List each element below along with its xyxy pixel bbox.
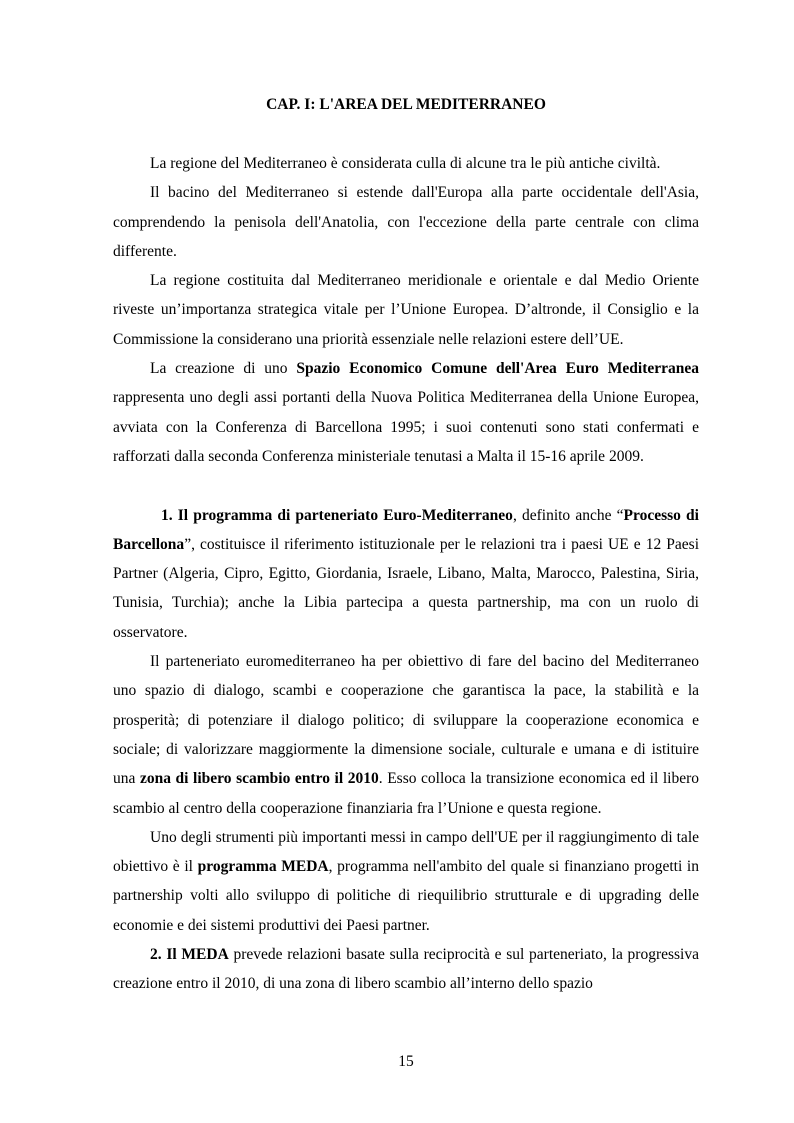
chapter-title: CAP. I: L'AREA DEL MEDITERRANEO — [266, 96, 546, 113]
paragraph-partnership-program: 1. Il programma di parteneriato Euro-Mediterraneo, definito anche “Processo di Barcellona”, costituisce il riferimento istituzionale per le relazioni tra i paesi UE e 12 Paesi Partner (Algeria, Cipro, Egitto, Giordania, Israele, Libano, Malta, Marocco, Palestina, Siria, Tunisia, Turchia); anche la Libia partecipa a questa partnership, ma con un ruolo di osservatore. — [113, 506, 699, 641]
bold-term: programma MEDA — [197, 858, 329, 876]
paragraph-partnership-objective: Il parteneriato euromediterraneo ha per obiettivo di fare del bacino del Mediterraneo uno spazio di dialogo, scambi e cooperazione che garantisca la pace, la stabilità e la prosperità; di potenziare il dialogo politico; di sviluppare la cooperazione economica e sociale; di valorizzare maggiormente la dimensione sociale, culturale e umana e di istituire una zona di libero scambio entro il 2010. Esso colloca la transizione economica ed il libero scambio al centro della cooperazione finanziaria fra l’Unione e questa regione. — [113, 653, 700, 817]
bold-term: zona di libero scambio entro il 2010 — [139, 770, 379, 788]
bold-term: Processo di Barcellona — [113, 506, 699, 553]
body-text — [113, 149, 699, 999]
bold-term: Spazio Economico Comune dell'Area Euro Mediterranea — [296, 360, 699, 378]
paragraph-meda-relations: 2. Il MEDA prevede relazioni basate sulla reciprocità e sul parteneriato, la progressiva creazione entro il 2010, di una zona di libero scambio all’interno dello spazio — [113, 946, 699, 993]
paragraph-basin: Il bacino del Mediterraneo si estende dall'Europa alla parte occidentale dell'Asia, comprendendo la penisola dell'Anatolia, con l'eccezione della parte centrale con clima differente. — [113, 184, 699, 260]
paragraph-intro: La regione del Mediterraneo è considerata culla di alcune tra le più antiche civiltà. — [150, 155, 661, 172]
paragraph-meda-program: Uno degli strumenti più importanti messi in campo dell'UE per il raggiungimento di tale obiettivo è il programma MEDA, programma nell'ambito del quale si finanziano progetti in partnership volti allo sviluppo di politiche di riequilibrio strutturale e di upgrading delle economie e dei sistemi produttivi dei Paesi partner. — [113, 828, 699, 934]
page-number: 15 — [398, 1053, 414, 1070]
bold-term: 2. Il MEDA — [150, 946, 229, 964]
paragraph-strategic-importance: La regione costituita dal Mediterraneo meridionale e orientale e dal Medio Oriente riveste un’importanza strategica vitale per l’Unione Europea. D’altronde, il Consiglio e la Commissione la considerano una priorità essenziale nelle relazioni estere dell’UE. — [113, 272, 699, 348]
bold-term: 1. Il programma di parteneriato Euro-Mediterraneo — [161, 506, 513, 524]
paragraph-common-economic-space: La creazione di uno Spazio Economico Comune dell'Area Euro Mediterranea rappresenta uno degli assi portanti della Nuova Politica Mediterranea della Unione Europea, avviata con la Conferenza di Barcellona 1995; i suoi contenuti sono stati confermati e rafforzati dalla seconda Conferenza ministeriale tenutasi a Malta il 15-16 aprile 2009. — [113, 360, 699, 465]
